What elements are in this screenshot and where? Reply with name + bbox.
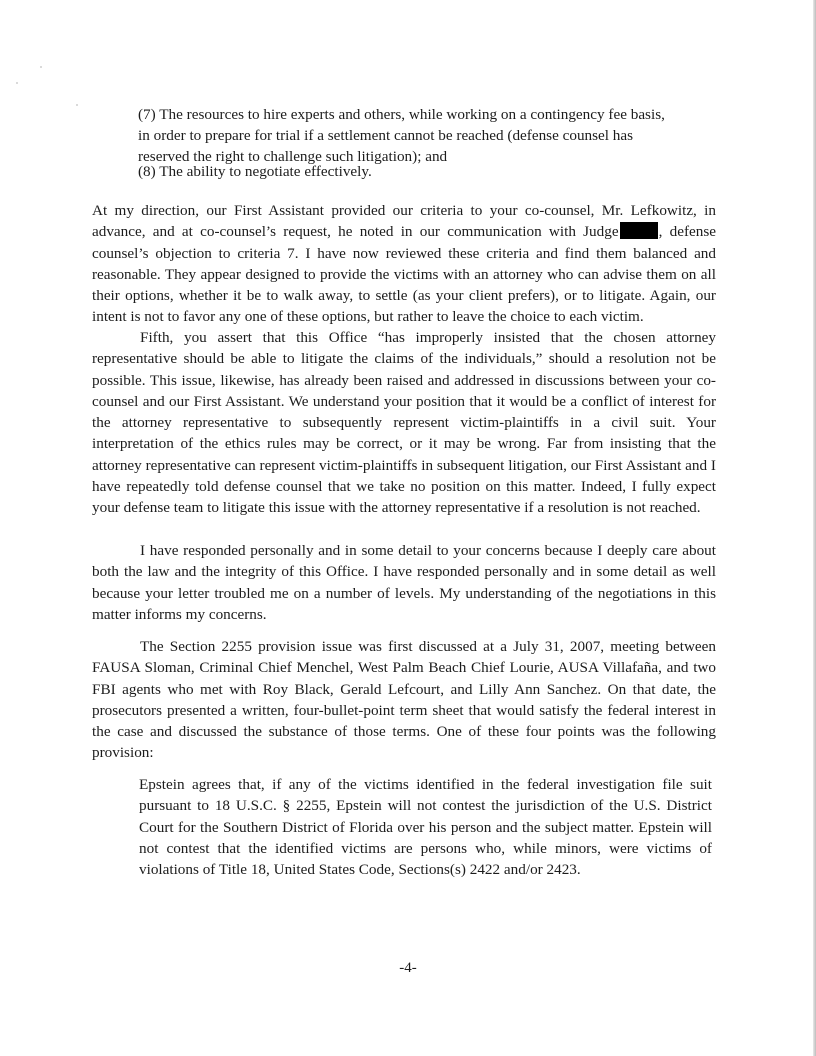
- paragraph-response: I have responded personally and in some detail to your concerns because I deeply care about both the law and the integrity of this Office. I have responded personally and in some detail as well because your letter troubled me on a number of levels. My understanding of the negotiations in this matter informs my concerns.: [92, 542, 716, 623]
- paragraph-criteria-end: , defense counsel’s objection to criteria 7. I have now reviewed these criteria and find them balanced and reasonable. They appear designed to provide the victims with an attorney who can advise them on all their options, whether it be to walk away, to settle (as your client prefers), or to litigate. Again, our intent is not to favor any one of these options, but rather to leave the choice to each victim.: [92, 223, 716, 326]
- list-item-7: (7) The resources to hire experts and others, while working on a contingency fee basis, in order to prepare for trial if a settlement cannot be reached (defense counsel has reserved the right to challenge such litigation); and: [138, 106, 665, 165]
- page-number: -4-: [399, 960, 417, 976]
- scan-speck: [40, 66, 42, 68]
- paragraph-criteria-start: At my direction, our First Assistant provided our criteria to your co-counsel, Mr. Lefkowitz, in advance, and at co-counsel’s request, he noted in our communication with Judge: [92, 202, 716, 241]
- scan-speck: [76, 104, 78, 106]
- list-item-8: (8) The ability to negotiate effectively.: [138, 163, 372, 180]
- paragraph-criteria: [92, 200, 716, 328]
- scan-speck: [16, 82, 18, 84]
- redaction-box: [620, 222, 658, 239]
- paragraph-fifth: Fifth, you assert that this Office “has improperly insisted that the chosen attorney representative should be able to litigate the claims of the individuals,” should a resolution not be possible. This issue, likewise, has already been raised and addressed in discussions between your co-counsel and our First Assistant. We understand your position that it would be a conflict of interest for the attorney representative to subsequently represent victim-plaintiffs in a civil suit. Your interpretation of the ethics rules may be correct, or it may be wrong. Far from insisting that the attorney representative can represent victim-plaintiffs in subsequent litigation, our First Assistant and I have repeatedly told defense counsel that we take no position on this matter. Indeed, I fully expect your defense team to litigate this issue with the attorney representative if a resolution is not reached.: [92, 329, 716, 517]
- block-quote-provision: Epstein agrees that, if any of the victims identified in the federal investigation file suit pursuant to 18 U.S.C. § 2255, Epstein will not contest the jurisdiction of the U.S. District Court for the Southern District of Florida over his person and the subject matter. Epstein will not contest that the identified victims are persons who, while minors, were victims of violations of Title 18, United States Code, Sections(s) 2422 and/or 2423.: [139, 776, 712, 879]
- paragraph-section-2255: The Section 2255 provision issue was first discussed at a July 31, 2007, meeting between FAUSA Sloman, Criminal Chief Menchel, West Palm Beach Chief Lourie, AUSA Villafaña, and two FBI agents who met with Roy Black, Gerald Lefcourt, and Lilly Ann Sanchez. On that date, the prosecutors presented a written, four-bullet-point term sheet that would satisfy the federal interest in the case and discussed the substance of those terms. One of these four points was the following provision:: [92, 638, 716, 762]
